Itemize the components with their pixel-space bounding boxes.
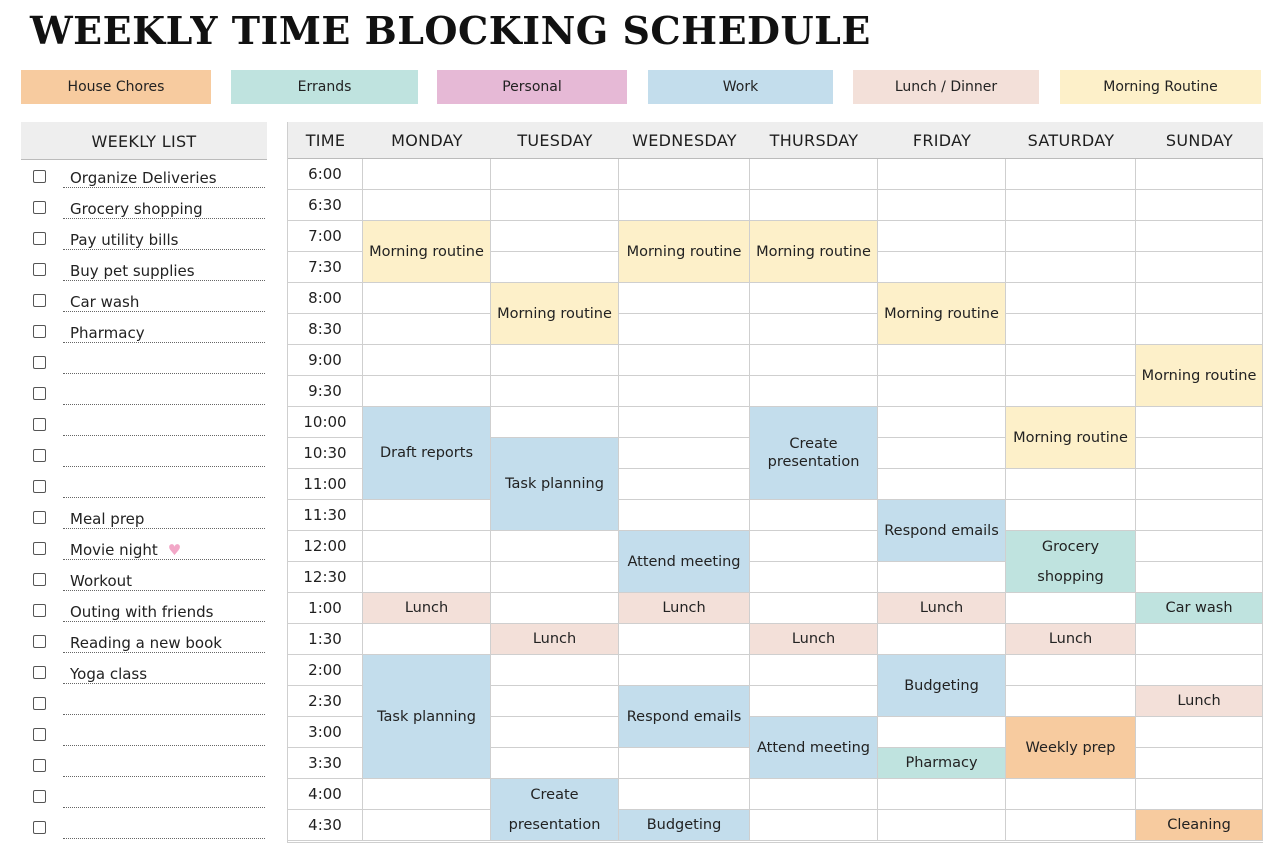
weekly-list-item bbox=[21, 160, 267, 191]
empty-time-slot[interactable] bbox=[491, 190, 619, 221]
dotted-line bbox=[63, 559, 265, 560]
checkbox[interactable] bbox=[33, 170, 46, 183]
dotted-line bbox=[63, 497, 265, 498]
weekly-list-item-text: Buy pet supplies bbox=[70, 262, 195, 280]
schedule-block-lunch-dinner[interactable] bbox=[619, 593, 750, 624]
legend-item-errands: Errands bbox=[231, 70, 418, 104]
empty-time-slot[interactable] bbox=[491, 252, 619, 283]
schedule-block-label: Lunch bbox=[404, 600, 449, 616]
checkbox[interactable] bbox=[33, 480, 46, 493]
schedule-block-label: Respond emails bbox=[626, 708, 742, 725]
checkbox[interactable] bbox=[33, 728, 46, 741]
empty-time-slot[interactable] bbox=[1006, 159, 1136, 190]
dotted-line bbox=[63, 404, 265, 405]
empty-time-slot[interactable] bbox=[491, 748, 619, 779]
empty-time-slot[interactable] bbox=[619, 190, 750, 221]
schedule-block-work[interactable] bbox=[878, 655, 1006, 717]
weekly-list-item bbox=[21, 470, 267, 501]
weekly-list-item bbox=[21, 439, 267, 470]
time-slot-label: 4:30 bbox=[288, 810, 363, 841]
empty-time-slot[interactable] bbox=[1006, 190, 1136, 221]
empty-time-slot[interactable] bbox=[363, 159, 491, 190]
weekly-list-item-text: Outing with friends bbox=[70, 603, 214, 621]
schedule-block-errands[interactable] bbox=[1006, 531, 1136, 593]
empty-time-slot[interactable] bbox=[1136, 717, 1263, 748]
schedule-block-label: Cleaning bbox=[1167, 817, 1231, 833]
schedule-block-morning-routine[interactable] bbox=[363, 221, 491, 283]
weekly-list-item-text: Workout bbox=[70, 572, 133, 590]
schedule-block-label: Attend meeting bbox=[627, 553, 741, 570]
weekly-list-item-text: Pay utility bills bbox=[70, 231, 179, 249]
checkbox[interactable] bbox=[33, 201, 46, 214]
weekly-list-item bbox=[21, 594, 267, 625]
checkbox[interactable] bbox=[33, 449, 46, 462]
empty-time-slot[interactable] bbox=[750, 531, 878, 562]
time-slot-label: 8:00 bbox=[288, 283, 363, 314]
weekly-list-item-text: Pharmacy bbox=[70, 324, 145, 342]
empty-time-slot[interactable] bbox=[619, 314, 750, 345]
schedule-block-label: Lunch bbox=[919, 600, 964, 616]
weekly-list-item bbox=[21, 284, 267, 315]
empty-time-slot[interactable] bbox=[750, 159, 878, 190]
schedule-block-work[interactable] bbox=[363, 655, 491, 779]
empty-time-slot[interactable] bbox=[619, 283, 750, 314]
empty-time-slot[interactable] bbox=[619, 438, 750, 469]
empty-time-slot[interactable] bbox=[878, 376, 1006, 407]
checkbox[interactable] bbox=[33, 294, 46, 307]
checkbox[interactable] bbox=[33, 387, 46, 400]
empty-time-slot[interactable] bbox=[1006, 655, 1136, 686]
empty-time-slot[interactable] bbox=[1136, 655, 1263, 686]
empty-time-slot[interactable] bbox=[750, 283, 878, 314]
empty-time-slot[interactable] bbox=[619, 159, 750, 190]
empty-time-slot[interactable] bbox=[619, 469, 750, 500]
weekly-list-item bbox=[21, 811, 267, 842]
time-slot-label: 2:00 bbox=[288, 655, 363, 686]
schedule-block-work[interactable] bbox=[491, 779, 619, 841]
time-slot-label: 9:00 bbox=[288, 345, 363, 376]
weekly-list-item bbox=[21, 346, 267, 377]
empty-time-slot[interactable] bbox=[750, 593, 878, 624]
empty-time-slot[interactable] bbox=[491, 407, 619, 438]
schedule-block-label: Attend meeting bbox=[756, 739, 871, 756]
weekly-list bbox=[21, 122, 267, 842]
weekly-list-item bbox=[21, 501, 267, 532]
empty-time-slot[interactable] bbox=[750, 655, 878, 686]
checkbox[interactable] bbox=[33, 759, 46, 772]
schedule-block-errands[interactable] bbox=[1136, 593, 1263, 624]
empty-time-slot[interactable] bbox=[1136, 748, 1263, 779]
empty-time-slot[interactable] bbox=[878, 345, 1006, 376]
heart-icon: ♥ bbox=[167, 541, 182, 559]
schedule-block-morning-routine[interactable] bbox=[1136, 345, 1263, 407]
empty-time-slot[interactable] bbox=[619, 748, 750, 779]
empty-time-slot[interactable] bbox=[878, 407, 1006, 438]
empty-time-slot[interactable] bbox=[878, 252, 1006, 283]
weekly-list-item bbox=[21, 315, 267, 346]
checkbox[interactable] bbox=[33, 821, 46, 834]
empty-time-slot[interactable] bbox=[363, 562, 491, 593]
schedule-block-label: Grocery shopping bbox=[1037, 538, 1104, 585]
schedule-block-label: Lunch bbox=[1177, 693, 1221, 709]
weekly-list-item bbox=[21, 780, 267, 811]
empty-time-slot[interactable] bbox=[878, 624, 1006, 655]
empty-time-slot[interactable] bbox=[1136, 221, 1263, 252]
empty-time-slot[interactable] bbox=[750, 562, 878, 593]
empty-time-slot[interactable] bbox=[1006, 314, 1136, 345]
schedule-block-label: Create presentation bbox=[767, 436, 860, 470]
empty-time-slot[interactable] bbox=[491, 593, 619, 624]
empty-time-slot[interactable] bbox=[1136, 779, 1263, 810]
schedule-block-work[interactable] bbox=[619, 810, 750, 841]
empty-time-slot[interactable] bbox=[878, 717, 1006, 748]
dotted-line bbox=[63, 528, 265, 529]
time-slot-label: 7:30 bbox=[288, 252, 363, 283]
empty-time-slot[interactable] bbox=[363, 345, 491, 376]
dotted-line bbox=[63, 590, 265, 591]
checkbox[interactable] bbox=[33, 325, 46, 338]
empty-time-slot[interactable] bbox=[750, 779, 878, 810]
weekly-list-item bbox=[21, 532, 267, 563]
time-slot-label: 6:30 bbox=[288, 190, 363, 221]
schedule-block-morning-routine[interactable] bbox=[1006, 407, 1136, 469]
day-header-sunday: SUNDAY bbox=[1136, 122, 1263, 159]
day-header-thursday: THURSDAY bbox=[750, 122, 878, 159]
schedule-block-label: Respond emails bbox=[884, 522, 999, 539]
empty-time-slot[interactable] bbox=[878, 221, 1006, 252]
weekly-list-item bbox=[21, 749, 267, 780]
empty-time-slot[interactable] bbox=[1006, 252, 1136, 283]
weekly-list-item bbox=[21, 687, 267, 718]
empty-time-slot[interactable] bbox=[491, 531, 619, 562]
empty-time-slot[interactable] bbox=[1136, 159, 1263, 190]
dotted-line bbox=[63, 714, 265, 715]
day-header-tuesday: TUESDAY bbox=[491, 122, 619, 159]
schedule-block-morning-routine[interactable] bbox=[491, 283, 619, 345]
schedule-block-label: Morning routine bbox=[884, 305, 999, 322]
empty-time-slot[interactable] bbox=[1006, 686, 1136, 717]
empty-time-slot[interactable] bbox=[878, 562, 1006, 593]
weekly-list-item bbox=[21, 625, 267, 656]
schedule-block-lunch-dinner[interactable] bbox=[491, 624, 619, 655]
empty-time-slot[interactable] bbox=[1006, 221, 1136, 252]
checkbox[interactable] bbox=[33, 356, 46, 369]
empty-time-slot[interactable] bbox=[491, 159, 619, 190]
weekly-list-item bbox=[21, 718, 267, 749]
empty-time-slot[interactable] bbox=[878, 469, 1006, 500]
empty-time-slot[interactable] bbox=[491, 345, 619, 376]
legend-item-work: Work bbox=[648, 70, 833, 104]
empty-time-slot[interactable] bbox=[878, 779, 1006, 810]
dotted-line bbox=[63, 249, 265, 250]
empty-time-slot[interactable] bbox=[1136, 624, 1263, 655]
checkbox[interactable] bbox=[33, 790, 46, 803]
empty-time-slot[interactable] bbox=[363, 531, 491, 562]
weekly-list-item-text: Reading a new book bbox=[70, 634, 222, 652]
legend-item-personal: Personal bbox=[437, 70, 627, 104]
empty-time-slot[interactable] bbox=[491, 562, 619, 593]
empty-time-slot[interactable] bbox=[363, 810, 491, 841]
category-legend bbox=[0, 70, 1270, 104]
weekly-list-item bbox=[21, 191, 267, 222]
checkbox[interactable] bbox=[33, 263, 46, 276]
time-slot-label: 1:30 bbox=[288, 624, 363, 655]
checkbox[interactable] bbox=[33, 511, 46, 524]
weekly-list-item-text: Yoga class bbox=[70, 665, 148, 683]
day-header-saturday: SATURDAY bbox=[1006, 122, 1136, 159]
schedule-block-house-chores[interactable] bbox=[1006, 717, 1136, 779]
schedule-block-label: Morning routine bbox=[756, 243, 871, 260]
empty-time-slot[interactable] bbox=[491, 686, 619, 717]
time-slot-label: 10:30 bbox=[288, 438, 363, 469]
time-slot-label: 7:00 bbox=[288, 221, 363, 252]
weekly-list-item bbox=[21, 222, 267, 253]
page-title: WEEKLY TIME BLOCKING SCHEDULE bbox=[30, 8, 871, 53]
checkbox[interactable] bbox=[33, 635, 46, 648]
weekly-list-item-text: Grocery shopping bbox=[70, 200, 203, 218]
empty-time-slot[interactable] bbox=[1136, 407, 1263, 438]
empty-time-slot[interactable] bbox=[1136, 438, 1263, 469]
legend-item-morning-routine: Morning Routine bbox=[1060, 70, 1261, 104]
empty-time-slot[interactable] bbox=[750, 314, 878, 345]
weekly-list-item-text: Movie night ♥ bbox=[70, 541, 182, 559]
empty-time-slot[interactable] bbox=[1006, 469, 1136, 500]
empty-time-slot[interactable] bbox=[1136, 252, 1263, 283]
schedule-block-label: Morning routine bbox=[1141, 367, 1257, 384]
schedule-block-morning-routine[interactable] bbox=[750, 221, 878, 283]
dotted-line bbox=[63, 652, 265, 653]
schedule-block-label: Lunch bbox=[1048, 631, 1093, 647]
schedule-block-lunch-dinner[interactable] bbox=[1136, 686, 1263, 717]
time-column-header: TIME bbox=[288, 122, 363, 159]
schedule-block-errands[interactable] bbox=[878, 748, 1006, 779]
dotted-line bbox=[63, 187, 265, 188]
empty-time-slot[interactable] bbox=[619, 376, 750, 407]
time-slot-label: 10:00 bbox=[288, 407, 363, 438]
empty-time-slot[interactable] bbox=[1006, 345, 1136, 376]
schedule-block-label: Weekly prep bbox=[1025, 739, 1116, 756]
schedule-block-label: Draft reports bbox=[380, 445, 473, 461]
empty-time-slot[interactable] bbox=[491, 655, 619, 686]
dotted-line bbox=[63, 621, 265, 622]
dotted-line bbox=[63, 683, 265, 684]
dotted-line bbox=[63, 466, 265, 467]
day-header-wednesday: WEDNESDAY bbox=[619, 122, 750, 159]
schedule-block-label: Lunch bbox=[662, 600, 706, 616]
dotted-line bbox=[63, 218, 265, 219]
empty-time-slot[interactable] bbox=[363, 624, 491, 655]
dotted-line bbox=[63, 776, 265, 777]
empty-time-slot[interactable] bbox=[619, 779, 750, 810]
empty-time-slot[interactable] bbox=[363, 283, 491, 314]
day-header-friday: FRIDAY bbox=[878, 122, 1006, 159]
empty-time-slot[interactable] bbox=[1006, 283, 1136, 314]
checkbox[interactable] bbox=[33, 604, 46, 617]
dotted-line bbox=[63, 280, 265, 281]
empty-time-slot[interactable] bbox=[363, 376, 491, 407]
empty-time-slot[interactable] bbox=[1006, 810, 1136, 841]
schedule-block-label: Budgeting bbox=[646, 817, 722, 833]
time-slot-label: 11:00 bbox=[288, 469, 363, 500]
empty-time-slot[interactable] bbox=[619, 500, 750, 531]
empty-time-slot[interactable] bbox=[1136, 190, 1263, 221]
empty-time-slot[interactable] bbox=[491, 376, 619, 407]
schedule-block-work[interactable] bbox=[619, 686, 750, 748]
time-slot-label: 11:30 bbox=[288, 500, 363, 531]
weekly-list-item bbox=[21, 377, 267, 408]
empty-time-slot[interactable] bbox=[750, 345, 878, 376]
schedule-block-work[interactable] bbox=[750, 717, 878, 779]
empty-time-slot[interactable] bbox=[619, 624, 750, 655]
schedule-block-label: Budgeting bbox=[904, 677, 979, 694]
schedule-block-house-chores[interactable] bbox=[1136, 810, 1263, 841]
schedule-block-label: Car wash bbox=[1165, 600, 1233, 616]
dotted-line bbox=[63, 807, 265, 808]
checkbox[interactable] bbox=[33, 232, 46, 245]
day-header-monday: MONDAY bbox=[363, 122, 491, 159]
time-slot-label: 3:00 bbox=[288, 717, 363, 748]
empty-time-slot[interactable] bbox=[1136, 500, 1263, 531]
empty-time-slot[interactable] bbox=[1136, 562, 1263, 593]
schedule-block-label: Morning routine bbox=[369, 243, 484, 260]
empty-time-slot[interactable] bbox=[878, 190, 1006, 221]
empty-time-slot[interactable] bbox=[878, 159, 1006, 190]
empty-time-slot[interactable] bbox=[1136, 314, 1263, 345]
time-slot-label: 8:30 bbox=[288, 314, 363, 345]
empty-time-slot[interactable] bbox=[363, 779, 491, 810]
empty-time-slot[interactable] bbox=[750, 376, 878, 407]
checkbox[interactable] bbox=[33, 573, 46, 586]
schedule-block-label: Lunch bbox=[791, 631, 836, 647]
weekly-list-item bbox=[21, 253, 267, 284]
checkbox[interactable] bbox=[33, 542, 46, 555]
schedule-block-morning-routine[interactable] bbox=[878, 283, 1006, 345]
empty-time-slot[interactable] bbox=[491, 717, 619, 748]
time-slot-label: 1:00 bbox=[288, 593, 363, 624]
empty-time-slot[interactable] bbox=[619, 345, 750, 376]
weekly-list-item-text: Organize Deliveries bbox=[70, 169, 217, 187]
time-slot-label: 3:30 bbox=[288, 748, 363, 779]
schedule-block-work[interactable] bbox=[750, 407, 878, 500]
checkbox[interactable] bbox=[33, 666, 46, 679]
schedule-block-label: Morning routine bbox=[497, 305, 612, 322]
schedule-block-label: Morning routine bbox=[1013, 429, 1128, 446]
legend-item-house-chores: House Chores bbox=[21, 70, 211, 104]
empty-time-slot[interactable] bbox=[363, 190, 491, 221]
empty-time-slot[interactable] bbox=[750, 686, 878, 717]
empty-time-slot[interactable] bbox=[1006, 500, 1136, 531]
empty-time-slot[interactable] bbox=[1136, 283, 1263, 314]
empty-time-slot[interactable] bbox=[1006, 593, 1136, 624]
schedule-block-work[interactable] bbox=[491, 438, 619, 531]
schedule-grid bbox=[287, 122, 1263, 843]
weekly-list-header: WEEKLY LIST bbox=[21, 122, 267, 160]
schedule-block-morning-routine[interactable] bbox=[619, 221, 750, 283]
schedule-block-label: Task planning bbox=[377, 708, 476, 725]
empty-time-slot[interactable] bbox=[750, 500, 878, 531]
schedule-block-label: Lunch bbox=[532, 631, 577, 647]
time-slot-label: 6:00 bbox=[288, 159, 363, 190]
schedule-block-lunch-dinner[interactable] bbox=[750, 624, 878, 655]
time-slot-label: 2:30 bbox=[288, 686, 363, 717]
dotted-line bbox=[63, 838, 265, 839]
time-slot-label: 12:30 bbox=[288, 562, 363, 593]
dotted-line bbox=[63, 373, 265, 374]
empty-time-slot[interactable] bbox=[750, 190, 878, 221]
dotted-line bbox=[63, 311, 265, 312]
schedule-block-label: Pharmacy bbox=[905, 755, 978, 771]
empty-time-slot[interactable] bbox=[363, 500, 491, 531]
empty-time-slot[interactable] bbox=[878, 810, 1006, 841]
weekly-list-item bbox=[21, 563, 267, 594]
schedule-block-work[interactable] bbox=[619, 531, 750, 593]
empty-time-slot[interactable] bbox=[1006, 376, 1136, 407]
empty-time-slot[interactable] bbox=[363, 314, 491, 345]
schedule-block-lunch-dinner[interactable] bbox=[878, 593, 1006, 624]
schedule-block-label: Task planning bbox=[505, 476, 604, 492]
dotted-line bbox=[63, 342, 265, 343]
schedule-block-label: Create presentation bbox=[508, 786, 601, 833]
schedule-block-label: Morning routine bbox=[626, 243, 742, 260]
legend-item-lunch-dinner: Lunch / Dinner bbox=[853, 70, 1039, 104]
schedule-block-lunch-dinner[interactable] bbox=[1006, 624, 1136, 655]
weekly-list-item-text: Car wash bbox=[70, 293, 140, 311]
checkbox[interactable] bbox=[33, 697, 46, 710]
empty-time-slot[interactable] bbox=[1136, 469, 1263, 500]
empty-time-slot[interactable] bbox=[878, 438, 1006, 469]
schedule-block-lunch-dinner[interactable] bbox=[363, 593, 491, 624]
dotted-line bbox=[63, 435, 265, 436]
empty-time-slot[interactable] bbox=[491, 221, 619, 252]
time-slot-label: 12:00 bbox=[288, 531, 363, 562]
weekly-list-item bbox=[21, 408, 267, 439]
time-slot-label: 9:30 bbox=[288, 376, 363, 407]
checkbox[interactable] bbox=[33, 418, 46, 431]
time-slot-label: 4:00 bbox=[288, 779, 363, 810]
empty-time-slot[interactable] bbox=[619, 407, 750, 438]
empty-time-slot[interactable] bbox=[1006, 779, 1136, 810]
empty-time-slot[interactable] bbox=[1136, 531, 1263, 562]
schedule-block-work[interactable] bbox=[363, 407, 491, 500]
dotted-line bbox=[63, 745, 265, 746]
weekly-list-item-text: Meal prep bbox=[70, 510, 145, 528]
empty-time-slot[interactable] bbox=[750, 810, 878, 841]
empty-time-slot[interactable] bbox=[619, 655, 750, 686]
weekly-list-item bbox=[21, 656, 267, 687]
schedule-block-work[interactable] bbox=[878, 500, 1006, 562]
